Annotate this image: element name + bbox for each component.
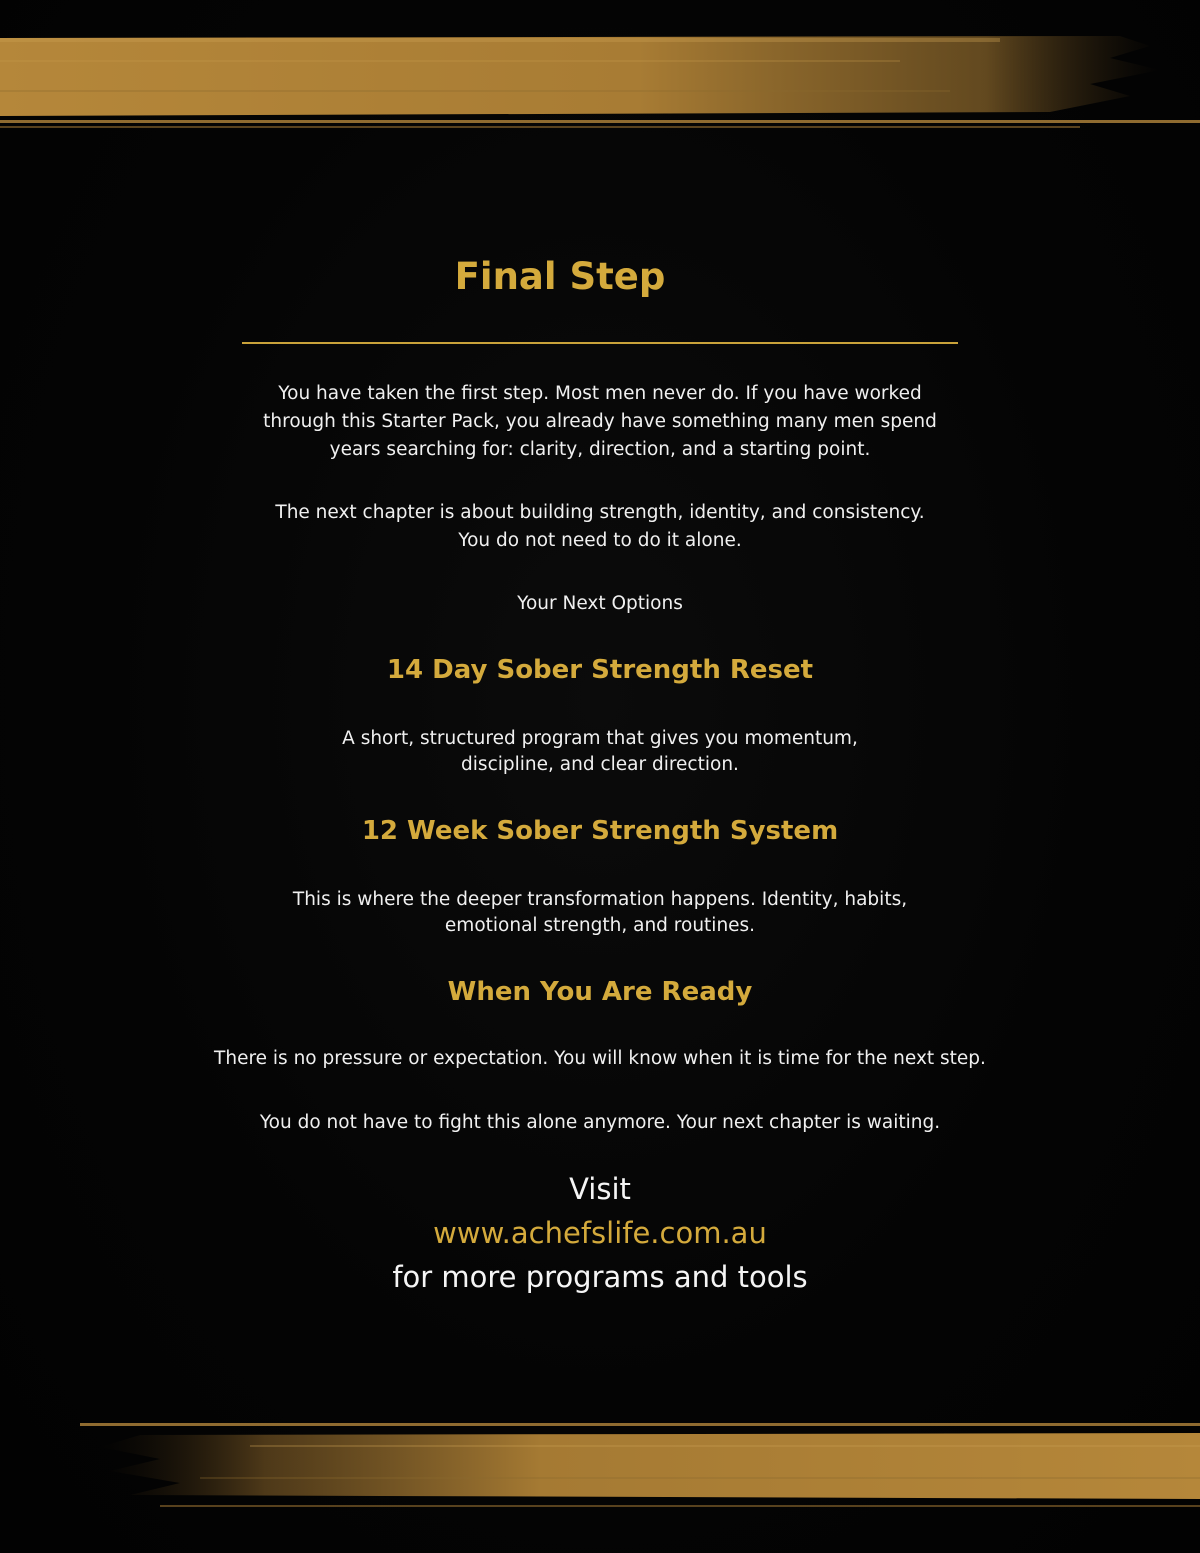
option-description-line: A short, structured program that gives you momentum, (342, 728, 858, 749)
closing-statement: You do not have to fight this alone anymore. Your next chapter is waiting. (259, 1112, 941, 1133)
intro-line: years searching for: clarity, direction, and a starting point. (329, 439, 871, 460)
option-title-12-week: 12 Week Sober Strength System (361, 816, 839, 846)
next-chapter-line: You do not need to do it alone. (458, 530, 742, 551)
top-gold-brush-stroke (0, 0, 1200, 140)
visit-label: Visit (569, 1172, 631, 1206)
option-description-line: This is where the deeper transformation happens. Identity, habits, (292, 889, 908, 910)
website-link[interactable]: www.achefslife.com.au (433, 1216, 767, 1250)
option-description-12-week (150, 887, 1050, 939)
option-title-14-day: 14 Day Sober Strength Reset (386, 655, 814, 685)
intro-paragraph (150, 380, 1050, 464)
option-description-when-ready (150, 1046, 1050, 1072)
next-chapter-line: The next chapter is about building strength, identity, and consistency. (275, 502, 925, 523)
page-title: Final Step (454, 255, 666, 298)
options-label: Your Next Options (517, 593, 683, 614)
option-description-line: There is no pressure or expectation. You will know when it is time for the next step. (214, 1048, 986, 1069)
visit-tagline: for more programs and tools (392, 1260, 808, 1294)
option-title-when-ready: When You Are Ready (447, 977, 753, 1007)
title-divider (242, 342, 958, 344)
option-description-14-day (150, 726, 1050, 778)
intro-line: You have taken the first step. Most men never do. If you have worked (278, 383, 922, 404)
bottom-gold-brush-stroke (0, 1415, 1200, 1515)
next-chapter-paragraph (150, 499, 1050, 555)
intro-line: through this Starter Pack, you already have something many men spend (263, 411, 937, 432)
option-description-line: emotional strength, and routines. (444, 915, 756, 936)
option-description-line: discipline, and clear direction. (461, 754, 739, 775)
